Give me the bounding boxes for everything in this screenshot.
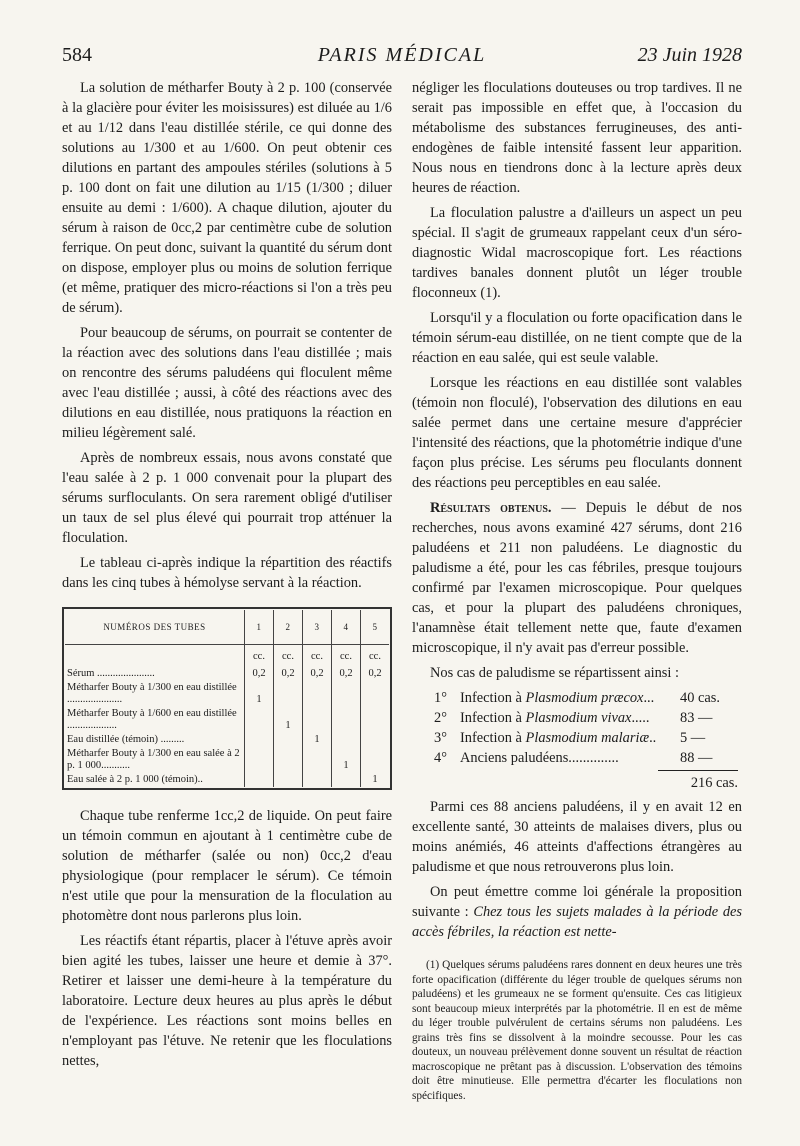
issue-date: 23 Juin 1928 <box>637 44 742 66</box>
unit-label: cc. <box>303 645 332 668</box>
table-row: Eau salée à 2 p. 1 000 (témoin).. 1 <box>65 773 389 787</box>
unit-label: cc. <box>332 645 361 668</box>
cases-total: 216 cas. <box>412 770 742 793</box>
right-column <box>412 78 742 1103</box>
table-row: Métharfer Bouty à 1/600 en eau distillée ................... 1 <box>65 707 389 733</box>
paragraph: Lorsque les réactions en eau distillée sont valables (témoin non floculé), l'observation des dilutions en eau salée permet dans une certaine mesure d'apprécier l'intensité des réactions, que la photométrie indique d'une façon plus précise. Les sérums peu floculants donnent des réactions peu perceptibles en eau salée. <box>412 375 742 491</box>
list-item: 3° Infection à Plasmodium malariæ.. 5 — <box>434 730 706 746</box>
paragraph: Les réactifs étant répartis, placer à l'étuve après avoir bien agité les tubes, laisser une heure et demie à 37°. Retirer et laisser une demi-heure à la température du laboratoire. Lecture deux heures au plus après le début de l'expérience. Les réactions sont moins belles en n'employant pas l'étuve. Ne retenir que les floculations nettes, <box>62 933 392 1069</box>
results-heading: Résultats obtenus. <box>430 500 552 516</box>
paragraph: Pour beaucoup de sérums, on pourrait se contenter de la réaction avec des solutions dans l'eau distillée ; mais on rencontre des sérums paludéens qui floculent même avec l'eau distillée ; aussi, à côté des réactions avec des dilutions en eau distillée, nous pratiquons la réaction en milieu légèrement salé. <box>62 325 392 441</box>
paragraph: négliger les floculations douteuses ou trop tardives. Il ne serait pas impossible en effet que, à l'occasion du métabolisme des substances ferrugineuses, des anti-endogènes de faible intensité fassent leur apparition. Nous nous en tiendrons donc à la lecture après deux heures de réaction. <box>412 80 742 196</box>
table-row: Sérum ...................... 0,2 0,2 0,2 0,2 0,2 <box>65 667 389 681</box>
list-item: 4° Anciens paludéens.............. 88 — <box>434 750 713 766</box>
results-paragraph: Résultats obtenus. — Depuis le début de nos recherches, nous avons examiné 427 sérums, dont 216 paludéens et 211 non paludéens. Le diagnostic du paludisme a été, pour les cas fébriles, presque toujours confirmé par l'examen microscopique. Pour quelques cas, et pour la plupart des paludéens chroniques, l'anamnèse était tellement nette que, faute d'examen microscopique, il n'y avait pas d'erreur possible. <box>412 500 742 656</box>
list-item: 1° Infection à Plasmodium præcox... 40 cas. <box>434 690 720 706</box>
table-row: Métharfer Bouty à 1/300 en eau salée à 2 p. 1 000........... 1 <box>65 747 389 773</box>
unit-label: cc. <box>274 645 303 668</box>
paragraph: Le tableau ci-après indique la répartition des réactifs dans les cinq tubes à hémolyse servant à la réaction. <box>62 555 392 591</box>
paragraph: La solution de métharfer Bouty à 2 p. 100 (conservée à la glacière pour éviter les moisissures) est diluée au 1/6 et au 1/12 dans l'eau distillée stérile, ce qui donne des solutions au 1/300 et au 1/600. On peut obtenir ces dilutions en partant des ampoules stériles (solutions à 5 p. 100 dont on fait une dilution au 1/15 (1/300 ; diluer ensuite au demi : 1/600). A chaque dilution, ajouter du sérum à raison de 0cc,2 par centimètre cube de solution ferrique. On peut donc, suivant la quantité du sérum dont on dispose, employer plus ou moins de solution ferrique (et même, pratiquer des micro-réactions si l'on a très peu de sérum). <box>62 80 392 316</box>
table-row: Eau distillée (témoin) ......... 1 <box>65 733 389 747</box>
list-item: 2° Infection à Plasmodium vivax..... 83 — <box>434 710 713 726</box>
tube-number: 4 <box>332 610 361 645</box>
tube-number: 3 <box>303 610 332 645</box>
tube-number: 2 <box>274 610 303 645</box>
paragraph: Chaque tube renferme 1cc,2 de liquide. On peut faire un témoin commun en ajoutant à 1 centimètre cube de solution de métharfer (salée ou non) 0cc,2 d'eau physiologique (pour remplacer le sérum). Ce témoin n'est utile que pour la mensuration de la floculation au photomètre dont nous parlerons plus loin. <box>62 808 392 924</box>
paragraph: On peut émettre comme loi générale la proposition suivante : Chez tous les sujets malades à la période des accès fébriles, la réaction est nette- <box>412 884 742 940</box>
left-column <box>62 78 392 1076</box>
tube-number: 5 <box>361 610 390 645</box>
paragraph: Lorsqu'il y a floculation ou forte opacification dans le témoin sérum-eau distillée, on ne tient compte que de la réaction en eau salée, qui est seule valable. <box>412 310 742 366</box>
tubes-table <box>62 607 392 790</box>
cases-list <box>412 688 742 768</box>
paragraph: Nos cas de paludisme se répartissent ainsi : <box>430 665 679 681</box>
paragraph: Après de nombreux essais, nous avons constaté que l'eau salée à 2 p. 1 000 convenait pour la plupart des sérums surfloculants. On sera rarement obligé d'utiliser un taux de sel plus élevé qui pourrait trop atténuer la floculation. <box>62 450 392 546</box>
page-number: 584 <box>62 44 92 66</box>
journal-title: PARIS MÉDICAL <box>317 44 487 66</box>
table-row: Métharfer Bouty à 1/300 en eau distillée ..................... 1 <box>65 681 389 707</box>
page-header <box>62 40 742 74</box>
unit-label: cc. <box>361 645 390 668</box>
footnote: (1) Quelques sérums paludéens rares donnent en deux heures une très forte opacification (différente du léger trouble de quelques sérums non paludéens) et les grumeaux ne se forment qu'ensuite. Ces cas litigieux sont beaucoup mieux interprétés par la photométrie. Il en est de même du léger trouble pulvérulent de certains sérums non paludéens. Les grains très fins se dissolvent à la moindre secousse. Pour les cas douteux, un nouveau prélèvement donne souvent un résultat de réaction macroscopique ne prêtant pas à discussion. L'observation des témoins doit être minutieuse. Elle permettra d'écarter les floculations non spécifiques. <box>412 959 742 1102</box>
table-header: NUMÉROS DES TUBES <box>65 610 245 645</box>
unit-label: cc. <box>245 645 274 668</box>
paragraph: Parmi ces 88 anciens paludéens, il y en avait 12 en excellente santé, 30 atteints de malaises divers, plus ou moins anémiés, 46 atteints d'affections étrangères au paludisme et que nous retrouverons plus loin. <box>412 799 742 875</box>
paragraph: La floculation palustre a d'ailleurs un aspect un peu spécial. Il s'agit de grumeaux rappelant ceux d'un séro-diagnostic Widal macroscopique fort. Les réactions tardives banales donnent plutôt un léger trouble floconneux (1). <box>412 205 742 301</box>
tube-number: 1 <box>245 610 274 645</box>
